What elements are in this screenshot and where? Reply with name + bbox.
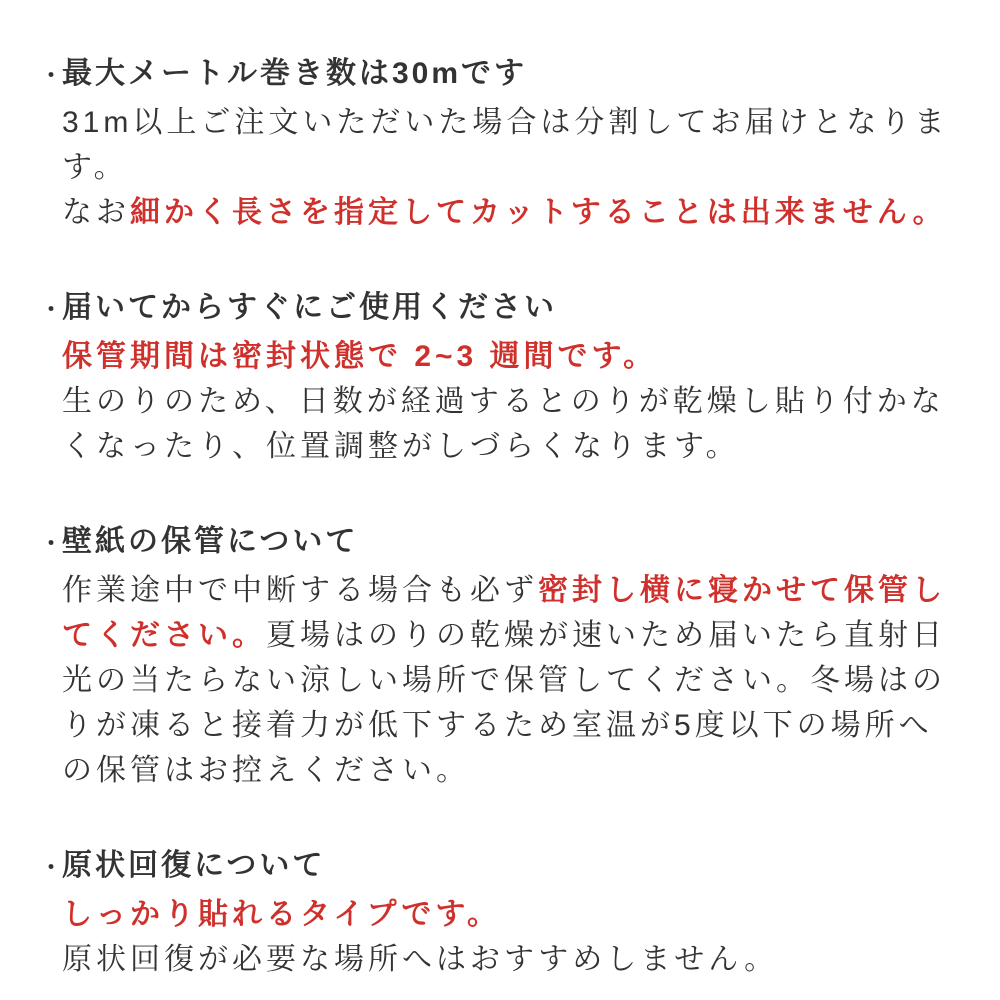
section-heading [40, 285, 966, 330]
paragraph [62, 334, 966, 379]
note-use-immediately [40, 285, 966, 469]
paragraph [62, 190, 966, 235]
section-heading [40, 51, 966, 96]
section-heading-text: 原状回復について [62, 849, 326, 882]
text-run: 生のりのため、日数が経過するとのりが乾燥し貼り付かなくなったり、位置調整がしづらくなります。 [62, 385, 945, 463]
text-run: 夏場はのりの乾燥が速いため届いたら直射日光の当たらない涼しい場所で保管してください。冬場はのりが凍ると接着力が低下するため室温が5度以下の場所への保管はお控えください。 [62, 619, 946, 787]
text-run-emphasis: 密封し横に寝かせて保管してください。 [62, 574, 946, 652]
text-run: なお [62, 196, 130, 229]
text-run: 原状回復が必要な場所へはおすすめしません。 [62, 943, 779, 976]
paragraph [62, 379, 966, 469]
section-heading-text: 最大メートル巻き数は30mです [62, 57, 528, 90]
paragraph [62, 892, 966, 937]
text-run-emphasis: 保管期間は密封状態で 2~3 週間です。 [62, 340, 658, 373]
section-heading-text: 届いてからすぐにご使用ください [62, 291, 557, 324]
paragraph [62, 568, 966, 793]
text-run: 31m以上ご注文いただいた場合は分割してお届けとなります。 [62, 106, 949, 184]
note-max-roll-length [40, 51, 966, 235]
text-run-emphasis: しっかり貼れるタイプです。 [62, 898, 501, 931]
section-heading [40, 519, 966, 564]
section-heading-text: 壁紙の保管について [62, 525, 359, 558]
section-heading [40, 843, 966, 888]
bullet-icon: ・ [40, 297, 63, 322]
bullet-icon: ・ [40, 855, 63, 880]
text-run: 作業途中で中断する場合も必ず [62, 574, 538, 607]
bullet-icon: ・ [40, 63, 63, 88]
bullet-icon: ・ [40, 531, 63, 556]
text-run-emphasis: 細かく長さを指定してカットすることは出来ません。 [130, 196, 947, 229]
note-restoration [40, 843, 966, 982]
paragraph [62, 937, 966, 982]
paragraph [62, 100, 966, 190]
note-wallpaper-storage [40, 519, 966, 793]
